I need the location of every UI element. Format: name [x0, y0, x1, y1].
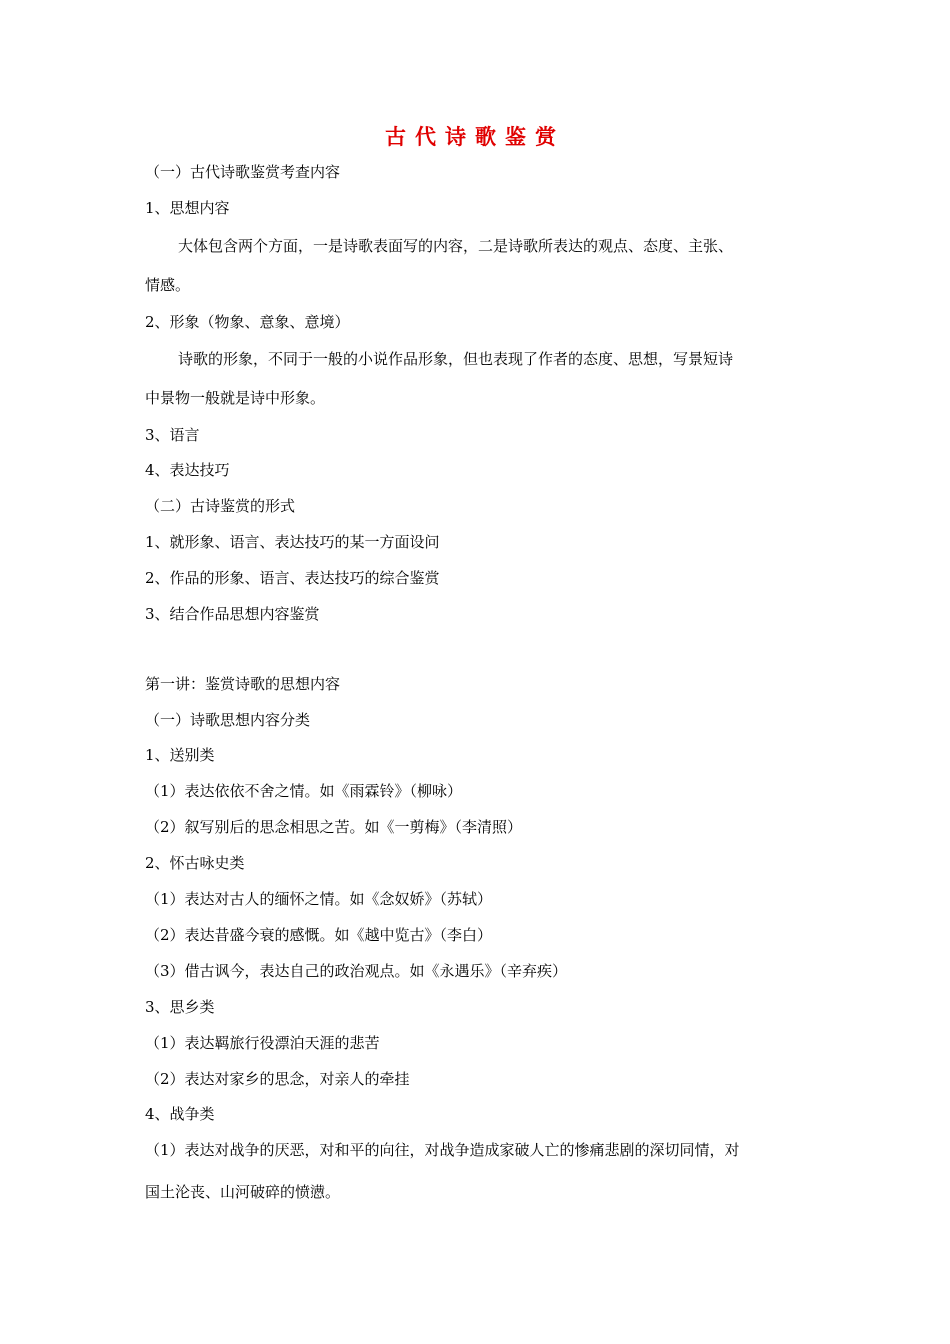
paragraph-line: 国土沦丧、山河破碎的愤懑。: [145, 1183, 341, 1201]
list-item: （1）表达依依不舍之情。如《雨霖铃》（柳咏）: [145, 782, 463, 800]
list-item: （3）借古讽今，表达自己的政治观点。如《永遇乐》（辛弃疾）: [145, 962, 568, 980]
list-item: 3、结合作品思想内容鉴赏: [145, 605, 320, 623]
subheading: 3、语言: [145, 426, 200, 444]
subheading: 4、表达技巧: [145, 461, 230, 479]
paragraph-line: 诗歌的形象，不同于一般的小说作品形象，但也表现了作者的态度、思想，写景短诗: [178, 350, 734, 368]
subheading: 2、形象（物象、意象、意境）: [145, 313, 350, 331]
subheading: 4、战争类: [145, 1105, 215, 1123]
subheading: 3、思乡类: [145, 998, 215, 1016]
list-item: （2）叙写别后的思念相思之苦。如《一剪梅》（李清照）: [145, 818, 523, 836]
list-item: （1）表达对战争的厌恶，对和平的向往，对战争造成家破人亡的惨痛悲剧的深切同情，对: [145, 1141, 740, 1159]
list-item: （1）表达对古人的缅怀之情。如《念奴娇》（苏轼）: [145, 890, 493, 908]
subheading: 1、送别类: [145, 746, 215, 764]
paragraph-line: 情感。: [145, 276, 191, 294]
section-heading: （一）古代诗歌鉴赏考查内容: [145, 163, 341, 181]
document-title: 古代诗歌鉴赏: [385, 124, 565, 149]
subheading: 2、怀古咏史类: [145, 854, 245, 872]
list-item: 2、作品的形象、语言、表达技巧的综合鉴赏: [145, 569, 440, 587]
list-item: （2）表达昔盛今衰的感慨。如《越中览古》（李白）: [145, 926, 493, 944]
lecture-heading: 第一讲：鉴赏诗歌的思想内容: [145, 675, 341, 693]
subheading: 1、思想内容: [145, 199, 230, 217]
list-item: （1）表达羁旅行役漂泊天涯的悲苦: [145, 1034, 380, 1052]
paragraph-line: 大体包含两个方面，一是诗歌表面写的内容，二是诗歌所表达的观点、态度、主张、: [178, 237, 734, 255]
list-item: 1、就形象、语言、表达技巧的某一方面设问: [145, 533, 440, 551]
section-heading: （二）古诗鉴赏的形式: [145, 497, 296, 515]
list-item: （2）表达对家乡的思念，对亲人的牵挂: [145, 1070, 410, 1088]
paragraph-line: 中景物一般就是诗中形象。: [145, 389, 326, 407]
section-heading: （一）诗歌思想内容分类: [145, 711, 311, 729]
